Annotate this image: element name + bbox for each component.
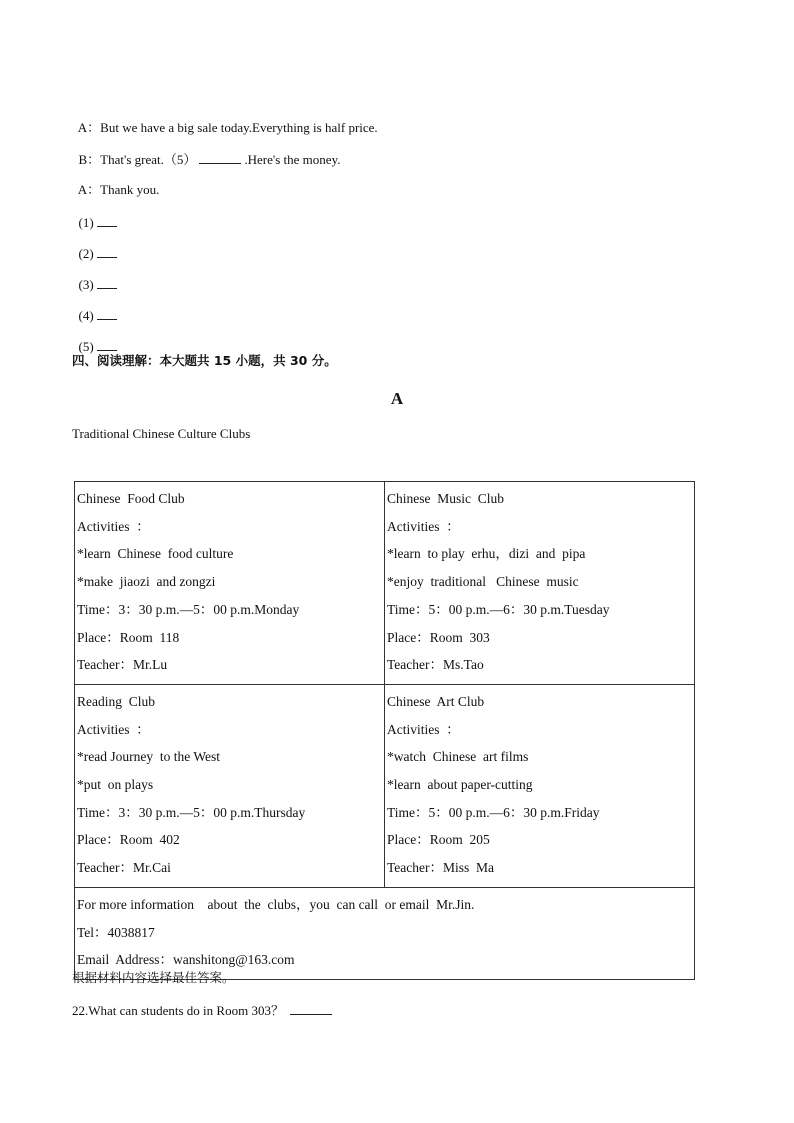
answer-line-4 (72, 291, 117, 324)
answer-number: (2) (78, 246, 94, 261)
answer-line-5 (72, 322, 117, 355)
question-22 (72, 1000, 332, 1019)
activity-item: *watch Chinese art films (387, 749, 529, 765)
club-teacher: Teacher：Mr.Cai (77, 860, 171, 876)
club-time: Time：5：00 p.m.—6：30 p.m.Tuesday (387, 601, 610, 617)
activities-label: Activities ： (77, 721, 150, 737)
contact-cell (75, 887, 695, 979)
club-teacher: Teacher：Ms.Tao (387, 657, 484, 673)
activities-label: Activities ： (77, 518, 150, 534)
club-name: Reading Club (77, 693, 155, 709)
section-heading: 四、阅读理解：本大题共 15 小题，共 30 分。 (72, 353, 337, 368)
dialogue-text: A：Thank you. (77, 182, 160, 197)
club-place: Place：Room 303 (387, 629, 490, 645)
dialogue-line-a2 (72, 166, 159, 198)
answer-blank[interactable] (97, 307, 117, 320)
club-name: Chinese Food Club (77, 491, 185, 506)
club-time: Time：3：30 p.m.—5：00 p.m.Thursday (77, 804, 306, 820)
club-place: Place：Room 205 (387, 832, 490, 848)
answer-number: (4) (78, 308, 94, 323)
dialogue-line-b (72, 135, 340, 168)
answer-blank[interactable] (199, 151, 241, 164)
table-row (75, 482, 695, 685)
answer-number: (5) (78, 339, 94, 354)
answer-number: (3) (78, 277, 94, 292)
dialogue-text-after: .Here's the money. (244, 152, 341, 167)
activity-item: *read Journey to the West (77, 749, 221, 765)
contact-tel: Tel：4038817 (77, 924, 155, 940)
dialogue-line-a1 (72, 104, 378, 136)
activity-item: *learn to play erhu，dizi and pipa (387, 546, 586, 562)
answer-blank[interactable] (97, 245, 117, 258)
dialogue-text: A：But we have a big sale today.Everything is half price. (77, 120, 378, 135)
club-cell-art (385, 684, 695, 887)
club-place: Place：Room 402 (77, 832, 180, 848)
club-time: Time：3：30 p.m.—5：00 p.m.Monday (77, 601, 300, 617)
answer-blank[interactable] (97, 276, 117, 289)
answer-number: (1) (78, 215, 94, 230)
club-place: Place：Room 118 (77, 629, 180, 645)
answer-line-2 (72, 229, 117, 262)
table-row (75, 887, 695, 979)
answer-blank[interactable] (97, 338, 117, 351)
activities-label: Activities ： (387, 518, 460, 534)
activity-item: *make jiaozi and zongzi (77, 574, 216, 590)
activities-label: Activities ： (387, 721, 460, 737)
activity-item: *put on plays (77, 777, 154, 793)
answer-blank[interactable] (97, 214, 117, 227)
club-cell-music (385, 482, 695, 685)
contact-info: For more information about the clubs，you can call or email Mr.Jin. (77, 896, 475, 912)
instruction: 根据材料内容选择最佳答案。 (72, 970, 235, 985)
table-row (75, 684, 695, 887)
contact-email: Email Address：wanshitong@163.com (77, 952, 295, 968)
answer-line-1 (72, 198, 117, 231)
clubs-table (74, 481, 695, 980)
club-name: Chinese Art Club (387, 693, 485, 709)
activity-item: *learn Chinese food culture (77, 546, 234, 562)
club-name: Chinese Music Club (387, 491, 504, 506)
club-cell-reading (75, 684, 385, 887)
club-time: Time：5：00 p.m.—6：30 p.m.Friday (387, 804, 600, 820)
answer-line-3 (72, 260, 117, 293)
answer-blank[interactable] (290, 1002, 332, 1015)
club-teacher: Teacher：Mr.Lu (77, 657, 168, 673)
activity-item: *learn about paper-cutting (387, 777, 533, 793)
passage-title: Traditional Chinese Culture Clubs (72, 426, 251, 441)
activity-item: *enjoy traditional Chinese music (387, 574, 579, 590)
question-text: 22.What can students do in Room 303？ (72, 1003, 284, 1018)
dialogue-text: B：That's great.（5） (78, 152, 197, 167)
club-cell-food (75, 482, 385, 685)
club-teacher: Teacher：Miss Ma (387, 860, 495, 876)
passage-letter: A (390, 389, 404, 408)
